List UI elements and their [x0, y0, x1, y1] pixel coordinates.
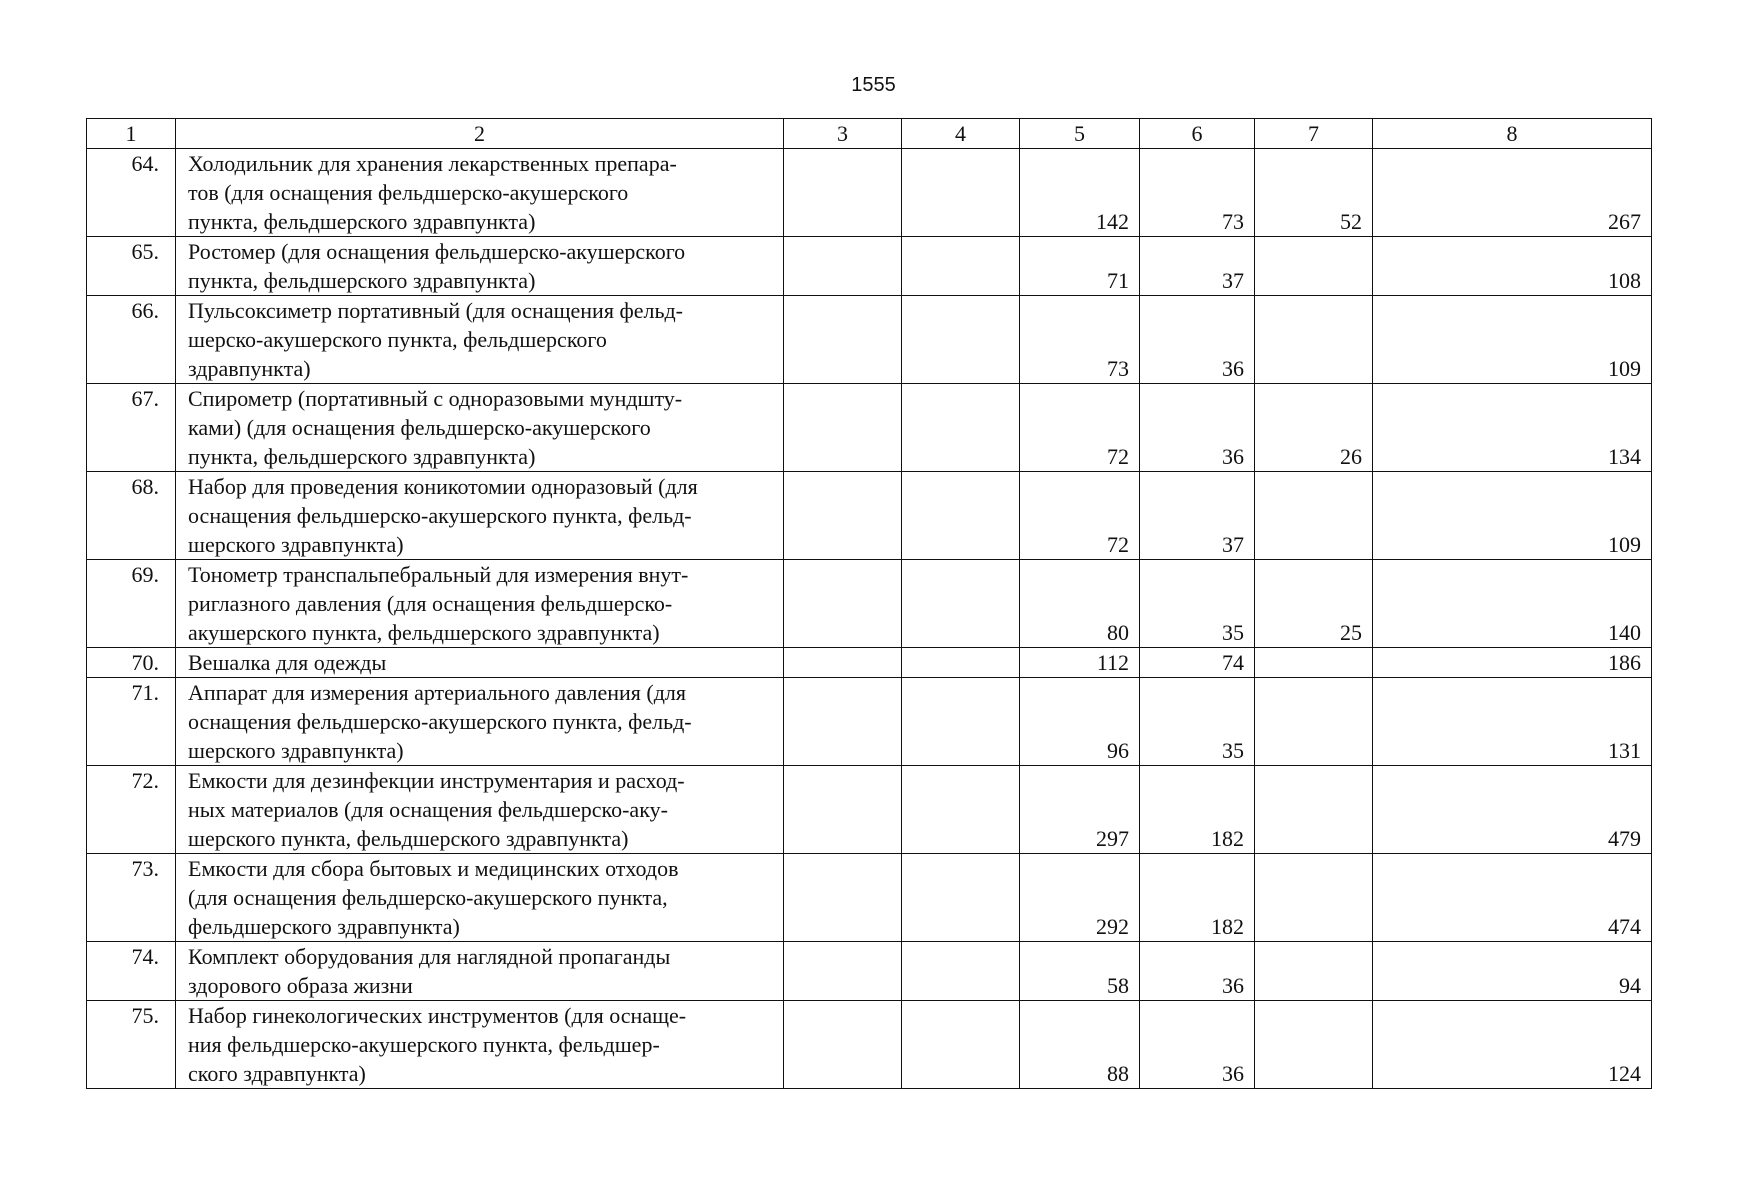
cell-column-4	[902, 854, 1020, 942]
cell-column-3	[784, 648, 902, 678]
cell-column-5: 297	[1020, 766, 1140, 854]
cell-column-3	[784, 678, 902, 766]
cell-column-5: 71	[1020, 237, 1140, 296]
cell-column-8: 140	[1373, 560, 1652, 648]
cell-column-8: 131	[1373, 678, 1652, 766]
cell-column-6: 182	[1140, 854, 1255, 942]
cell-column-8: 474	[1373, 854, 1652, 942]
cell-column-7	[1255, 296, 1373, 384]
column-header-4: 4	[902, 119, 1020, 149]
cell-column-4	[902, 1001, 1020, 1089]
cell-column-7	[1255, 648, 1373, 678]
cell-column-4	[902, 384, 1020, 472]
cell-column-6: 36	[1140, 296, 1255, 384]
item-name-line: шерско-акушерского пункта, фельдшерского	[188, 327, 607, 352]
item-name-line: Спирометр (портативный с одноразовыми мундшту-	[188, 386, 683, 411]
table-row	[87, 237, 1652, 296]
cell-column-6: 74	[1140, 648, 1255, 678]
cell-column-3	[784, 560, 902, 648]
item-name-line: Комплект оборудования для наглядной пропаганды	[188, 944, 671, 969]
cell-column-8: 134	[1373, 384, 1652, 472]
cell-column-4	[902, 472, 1020, 560]
table-row	[87, 296, 1652, 384]
cell-column-7: 52	[1255, 149, 1373, 237]
item-name-line: ками) (для оснащения фельдшерско-акушерского	[188, 415, 651, 440]
column-header-1: 1	[87, 119, 176, 149]
row-number: 75.	[87, 1001, 176, 1089]
item-name	[176, 296, 784, 384]
item-name-line: Набор для проведения коникотомии одноразовый (для	[188, 474, 698, 499]
table-body	[87, 119, 1652, 1089]
column-header-3: 3	[784, 119, 902, 149]
cell-column-6: 36	[1140, 942, 1255, 1001]
item-name-line: Аппарат для измерения артериального давления (для	[188, 680, 686, 705]
item-name-line: Холодильник для хранения лекарственных препара-	[188, 151, 677, 176]
cell-column-7: 25	[1255, 560, 1373, 648]
cell-column-7	[1255, 854, 1373, 942]
row-number: 74.	[87, 942, 176, 1001]
cell-column-4	[902, 942, 1020, 1001]
row-number: 73.	[87, 854, 176, 942]
cell-column-4	[902, 296, 1020, 384]
item-name-line: ния фельдшерско-акушерского пункта, фельдшер-	[188, 1032, 660, 1057]
cell-column-3	[784, 384, 902, 472]
item-name	[176, 648, 784, 678]
table-row	[87, 384, 1652, 472]
cell-column-7: 26	[1255, 384, 1373, 472]
cell-column-3	[784, 237, 902, 296]
cell-column-6: 36	[1140, 384, 1255, 472]
cell-column-5: 72	[1020, 472, 1140, 560]
item-name	[176, 237, 784, 296]
cell-column-6: 182	[1140, 766, 1255, 854]
item-name-line: пункта, фельдшерского здравпункта)	[188, 444, 536, 469]
cell-column-3	[784, 149, 902, 237]
cell-column-5: 88	[1020, 1001, 1140, 1089]
column-header-7: 7	[1255, 119, 1373, 149]
item-name	[176, 766, 784, 854]
cell-column-5: 80	[1020, 560, 1140, 648]
table-row	[87, 678, 1652, 766]
item-name-line: (для оснащения фельдшерско-акушерского пункта,	[188, 885, 668, 910]
cell-column-8: 108	[1373, 237, 1652, 296]
item-name	[176, 854, 784, 942]
table-row	[87, 472, 1652, 560]
item-name-line: Набор гинекологических инструментов (для оснаще-	[188, 1003, 687, 1028]
cell-column-6: 37	[1140, 237, 1255, 296]
cell-column-3	[784, 854, 902, 942]
cell-column-5: 72	[1020, 384, 1140, 472]
table-row	[87, 1001, 1652, 1089]
cell-column-6: 35	[1140, 560, 1255, 648]
cell-column-7	[1255, 678, 1373, 766]
row-number: 67.	[87, 384, 176, 472]
cell-column-7	[1255, 766, 1373, 854]
row-number: 72.	[87, 766, 176, 854]
cell-column-4	[902, 678, 1020, 766]
item-name-line: тов (для оснащения фельдшерско-акушерского	[188, 180, 629, 205]
cell-column-7	[1255, 1001, 1373, 1089]
item-name-line: Тонометр транспальпебральный для измерения внут-	[188, 562, 689, 587]
cell-column-5: 292	[1020, 854, 1140, 942]
cell-column-8: 109	[1373, 296, 1652, 384]
cell-column-8: 94	[1373, 942, 1652, 1001]
row-number: 68.	[87, 472, 176, 560]
row-number: 66.	[87, 296, 176, 384]
column-header-8: 8	[1373, 119, 1652, 149]
item-name	[176, 149, 784, 237]
item-name-line: шерского пункта, фельдшерского здравпункта)	[188, 826, 629, 851]
cell-column-5: 112	[1020, 648, 1140, 678]
cell-column-4	[902, 560, 1020, 648]
page-number: 1555	[851, 74, 896, 96]
cell-column-5: 73	[1020, 296, 1140, 384]
item-name-line: ных материалов (для оснащения фельдшерско-аку-	[188, 797, 668, 822]
equipment-table	[86, 118, 1652, 1089]
item-name-line: пункта, фельдшерского здравпункта)	[188, 268, 536, 293]
table-row	[87, 942, 1652, 1001]
item-name-line: ского здравпункта)	[188, 1061, 366, 1086]
item-name	[176, 1001, 784, 1089]
cell-column-4	[902, 237, 1020, 296]
item-name-line: оснащения фельдшерско-акушерского пункта, фельд-	[188, 709, 692, 734]
cell-column-8: 109	[1373, 472, 1652, 560]
cell-column-6: 35	[1140, 678, 1255, 766]
item-name-line: шерского здравпункта)	[188, 532, 404, 557]
row-number: 71.	[87, 678, 176, 766]
cell-column-3	[784, 1001, 902, 1089]
item-name-line: акушерского пункта, фельдшерского здравпункта)	[188, 620, 660, 645]
item-name-line: оснащения фельдшерско-акушерского пункта, фельд-	[188, 503, 692, 528]
row-number: 64.	[87, 149, 176, 237]
row-number: 70.	[87, 648, 176, 678]
column-header-row	[87, 119, 1652, 149]
cell-column-5: 58	[1020, 942, 1140, 1001]
table-row	[87, 560, 1652, 648]
cell-column-5: 142	[1020, 149, 1140, 237]
cell-column-4	[902, 648, 1020, 678]
cell-column-7	[1255, 472, 1373, 560]
cell-column-6: 37	[1140, 472, 1255, 560]
cell-column-8: 124	[1373, 1001, 1652, 1089]
item-name	[176, 560, 784, 648]
table-row	[87, 149, 1652, 237]
table-row	[87, 766, 1652, 854]
row-number: 65.	[87, 237, 176, 296]
item-name	[176, 472, 784, 560]
item-name-line: здравпункта)	[188, 356, 311, 381]
item-name-line: пункта, фельдшерского здравпункта)	[188, 209, 536, 234]
item-name-line: Ростомер (для оснащения фельдшерско-акушерского	[188, 239, 686, 264]
cell-column-4	[902, 766, 1020, 854]
item-name-line: Пульсоксиметр портативный (для оснащения фельд-	[188, 298, 683, 323]
column-header-6: 6	[1140, 119, 1255, 149]
item-name	[176, 678, 784, 766]
item-name	[176, 384, 784, 472]
cell-column-4	[902, 149, 1020, 237]
cell-column-3	[784, 296, 902, 384]
cell-column-6: 73	[1140, 149, 1255, 237]
item-name-line: Вешалка для одежды	[188, 650, 387, 675]
cell-column-3	[784, 766, 902, 854]
item-name-line: Емкости для сбора бытовых и медицинских отходов	[188, 856, 679, 881]
cell-column-8: 267	[1373, 149, 1652, 237]
cell-column-3	[784, 472, 902, 560]
item-name-line: здорового образа жизни	[188, 973, 413, 998]
cell-column-6: 36	[1140, 1001, 1255, 1089]
cell-column-8: 479	[1373, 766, 1652, 854]
cell-column-3	[784, 942, 902, 1001]
column-header-5: 5	[1020, 119, 1140, 149]
table-row	[87, 854, 1652, 942]
row-number: 69.	[87, 560, 176, 648]
cell-column-7	[1255, 237, 1373, 296]
item-name-line: риглазного давления (для оснащения фельдшерско-	[188, 591, 673, 616]
item-name-line: фельдшерского здравпункта)	[188, 914, 460, 939]
item-name	[176, 942, 784, 1001]
cell-column-8: 186	[1373, 648, 1652, 678]
table-row	[87, 648, 1652, 678]
item-name-line: Емкости для дезинфекции инструментария и расход-	[188, 768, 685, 793]
cell-column-5: 96	[1020, 678, 1140, 766]
cell-column-7	[1255, 942, 1373, 1001]
item-name-line: шерского здравпункта)	[188, 738, 404, 763]
column-header-2: 2	[176, 119, 784, 149]
